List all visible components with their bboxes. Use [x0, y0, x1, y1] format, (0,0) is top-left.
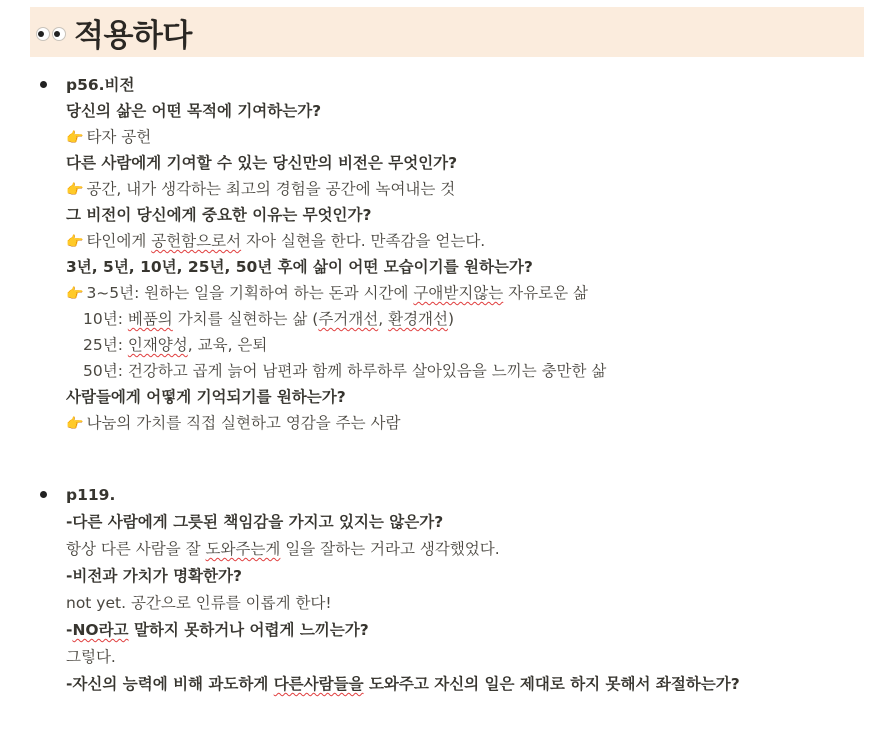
pointing-hand-icon: 👉 [66, 416, 84, 432]
section-title: p56.비전 [66, 76, 135, 94]
question-text: -NO라고 말하지 못하거나 어렵게 느끼는가? [66, 621, 369, 639]
question-text: 3년, 5년, 10년, 25년, 50년 후에 삶이 어떤 모습이기를 원하는가? [66, 258, 533, 276]
answer-text: 25년: 인재양성, 교육, 은퇴 [83, 336, 268, 354]
spellcheck-mark: 환경개선 [388, 310, 448, 328]
section-title: p119. [66, 486, 116, 504]
answer-text: 👉 공간, 내가 생각하는 최고의 경험을 공간에 녹여내는 것 [66, 176, 606, 202]
spellcheck-mark: 공헌함으로서 [151, 232, 242, 250]
pointing-hand-icon: 👉 [66, 286, 84, 302]
question-text: 그 비전이 당신에게 중요한 이유는 무엇인가? [66, 206, 372, 224]
answer-text: 항상 다른 사람을 잘 도와주는게 일을 잘하는 거라고 생각했었다. [66, 540, 500, 558]
answer-text: 👉 3~5년: 원하는 일을 기획하여 하는 돈과 시간에 구애받지않는 자유로운 삶 [66, 280, 606, 306]
pointing-hand-icon: 👉 [66, 182, 84, 198]
spellcheck-mark: NO라고 [72, 621, 129, 639]
question-text: 사람들에게 어떻게 기억되기를 원하는가? [66, 388, 346, 406]
answer-text: 10년: 베품의 가치를 실현하는 삶 (주거개선, 환경개선) [83, 310, 455, 328]
answer-text: 👉 타자 공헌 [66, 124, 606, 150]
question-text: 다른 사람에게 기여할 수 있는 당신만의 비전은 무엇인가? [66, 154, 458, 172]
heading-block[interactable] [30, 7, 864, 57]
eyes-icon [36, 27, 66, 41]
spellcheck-mark: 도와주는게 [205, 540, 281, 558]
section-vision-content [66, 72, 606, 436]
bullet-dot [40, 81, 47, 88]
section-p119-content [66, 482, 856, 698]
bullet-dot [40, 491, 47, 498]
question-text: 당신의 삶은 어떤 목적에 기여하는가? [66, 102, 322, 120]
question-text: -다른 사람에게 그릇된 책임감을 가지고 있지는 않은가? [66, 513, 444, 531]
spellcheck-mark: 다른사람들을 [273, 675, 364, 693]
pointing-hand-icon: 👉 [66, 234, 84, 250]
spellcheck-mark: 주거개선 [318, 310, 379, 328]
question-text: -자신의 능력에 비해 과도하게 다른사람들을 도와주고 자신의 일은 제대로 하지 못해서 좌절하는가? [66, 675, 740, 693]
answer-text: 50년: 건강하고 곱게 늙어 남편과 함께 하루하루 살아있음을 느끼는 충만한 삶 [83, 362, 607, 380]
pointing-hand-icon: 👉 [66, 130, 84, 146]
spellcheck-mark: 인재양성 [127, 336, 188, 354]
question-text: -비전과 가치가 명확한가? [66, 567, 242, 585]
answer-text: not yet. 공간으로 인류를 이롭게 한다! [66, 594, 332, 612]
answer-text: 👉 타인에게 공헌함으로서 자아 실현을 한다. 만족감을 얻는다. [66, 228, 606, 254]
page-heading: 적용하다 [74, 17, 192, 54]
spellcheck-mark: 구애받지않는 [413, 284, 504, 302]
spellcheck-mark: 베품의 [127, 310, 173, 328]
answer-text: 👉 나눔의 가치를 직접 실현하고 영감을 주는 사람 [66, 410, 606, 436]
answer-text: 그렇다. [66, 648, 116, 666]
